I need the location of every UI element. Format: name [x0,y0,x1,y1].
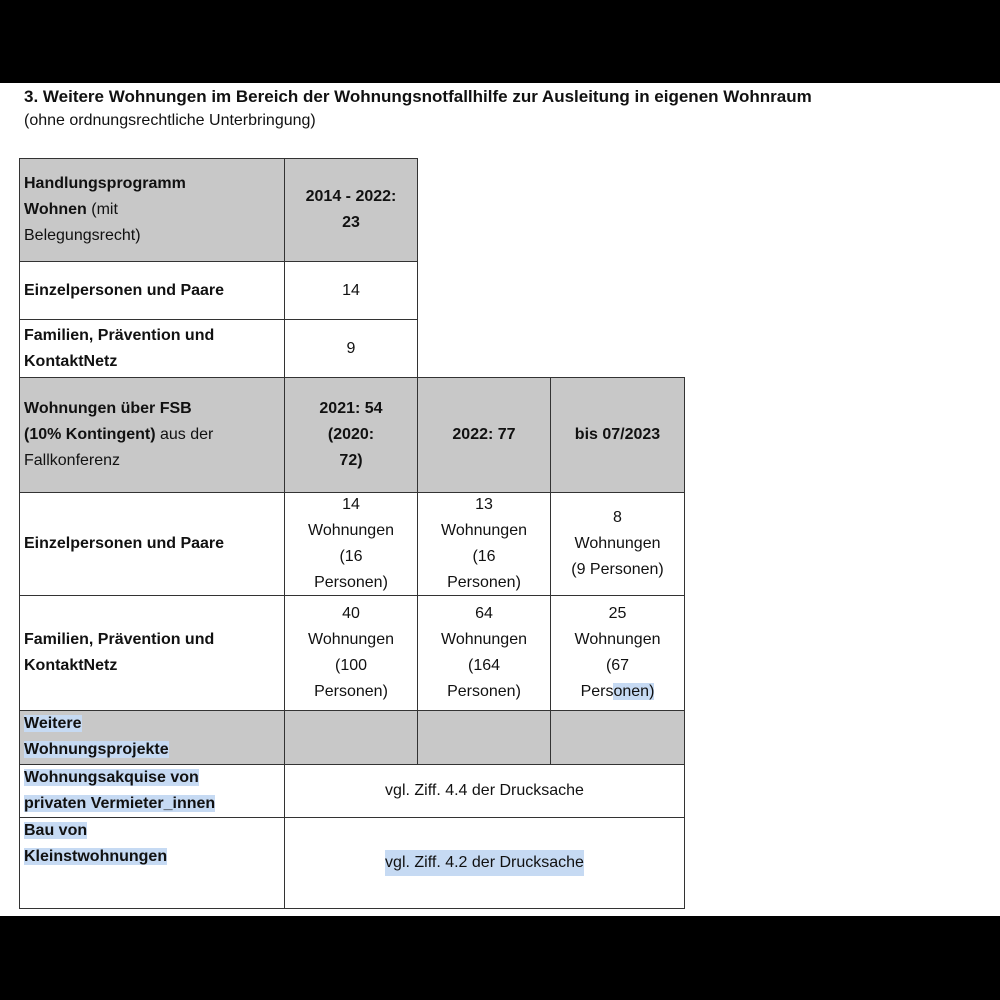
table2-row-label: Einzelpersonen und Paare [19,492,285,596]
table2-cell: 25 Wohnungen (67 Personen) [550,595,685,711]
section-heading: 3. Weitere Wohnungen im Bereich der Wohnungsnotfallhilfe zur Ausleitung in eigenen Wohnraum [24,87,812,106]
table2-merged-cell: vgl. Ziff. 4.4 der Drucksache [284,764,685,818]
table1-row-value: 9 [284,319,418,378]
table2-cell: 8 Wohnungen (9 Personen) [550,492,685,596]
table1-header-value: 2014 - 2022: 23 [284,158,418,262]
table2-cell: 13 Wohnungen (16 Personen) [417,492,551,596]
table1-row-label: Familien, Prävention und KontaktNetz [19,319,285,378]
table1-row-label: Einzelpersonen und Paare [19,261,285,320]
table2-row-label: Familien, Prävention und KontaktNetz [19,595,285,711]
table2-empty-cell [417,710,551,765]
table2-empty-cell [284,710,418,765]
section-subheading: (ohne ordnungsrechtliche Unterbringung) [24,112,316,129]
table2-header-col2: 2022: 77 [417,377,551,493]
document-page [0,83,1000,916]
table2-cell: 64 Wohnungen (164 Personen) [417,595,551,711]
table2-merged-cell: vgl. Ziff. 4.2 der Drucksache [284,817,685,909]
table2-cell: 14 Wohnungen (16 Personen) [284,492,418,596]
table2-row-label: Wohnungsakquise von privaten Vermieter_innen [19,764,285,818]
table1-row-value: 14 [284,261,418,320]
table2-header-label: Wohnungen über FSB (10% Kontingent) aus der Fallkonferenz [19,377,285,493]
table2-header-col3: bis 07/2023 [550,377,685,493]
table2-empty-cell [550,710,685,765]
table2-header-col1: 2021: 54 (2020: 72) [284,377,418,493]
table1-header-label: Handlungsprogramm Wohnen (mit Belegungsrecht) [19,158,285,262]
table2-row-label: Bau von Kleinstwohnungen [19,817,285,909]
table2-cell: 40 Wohnungen (100 Personen) [284,595,418,711]
table2-row-label: Weitere Wohnungsprojekte [19,710,285,765]
